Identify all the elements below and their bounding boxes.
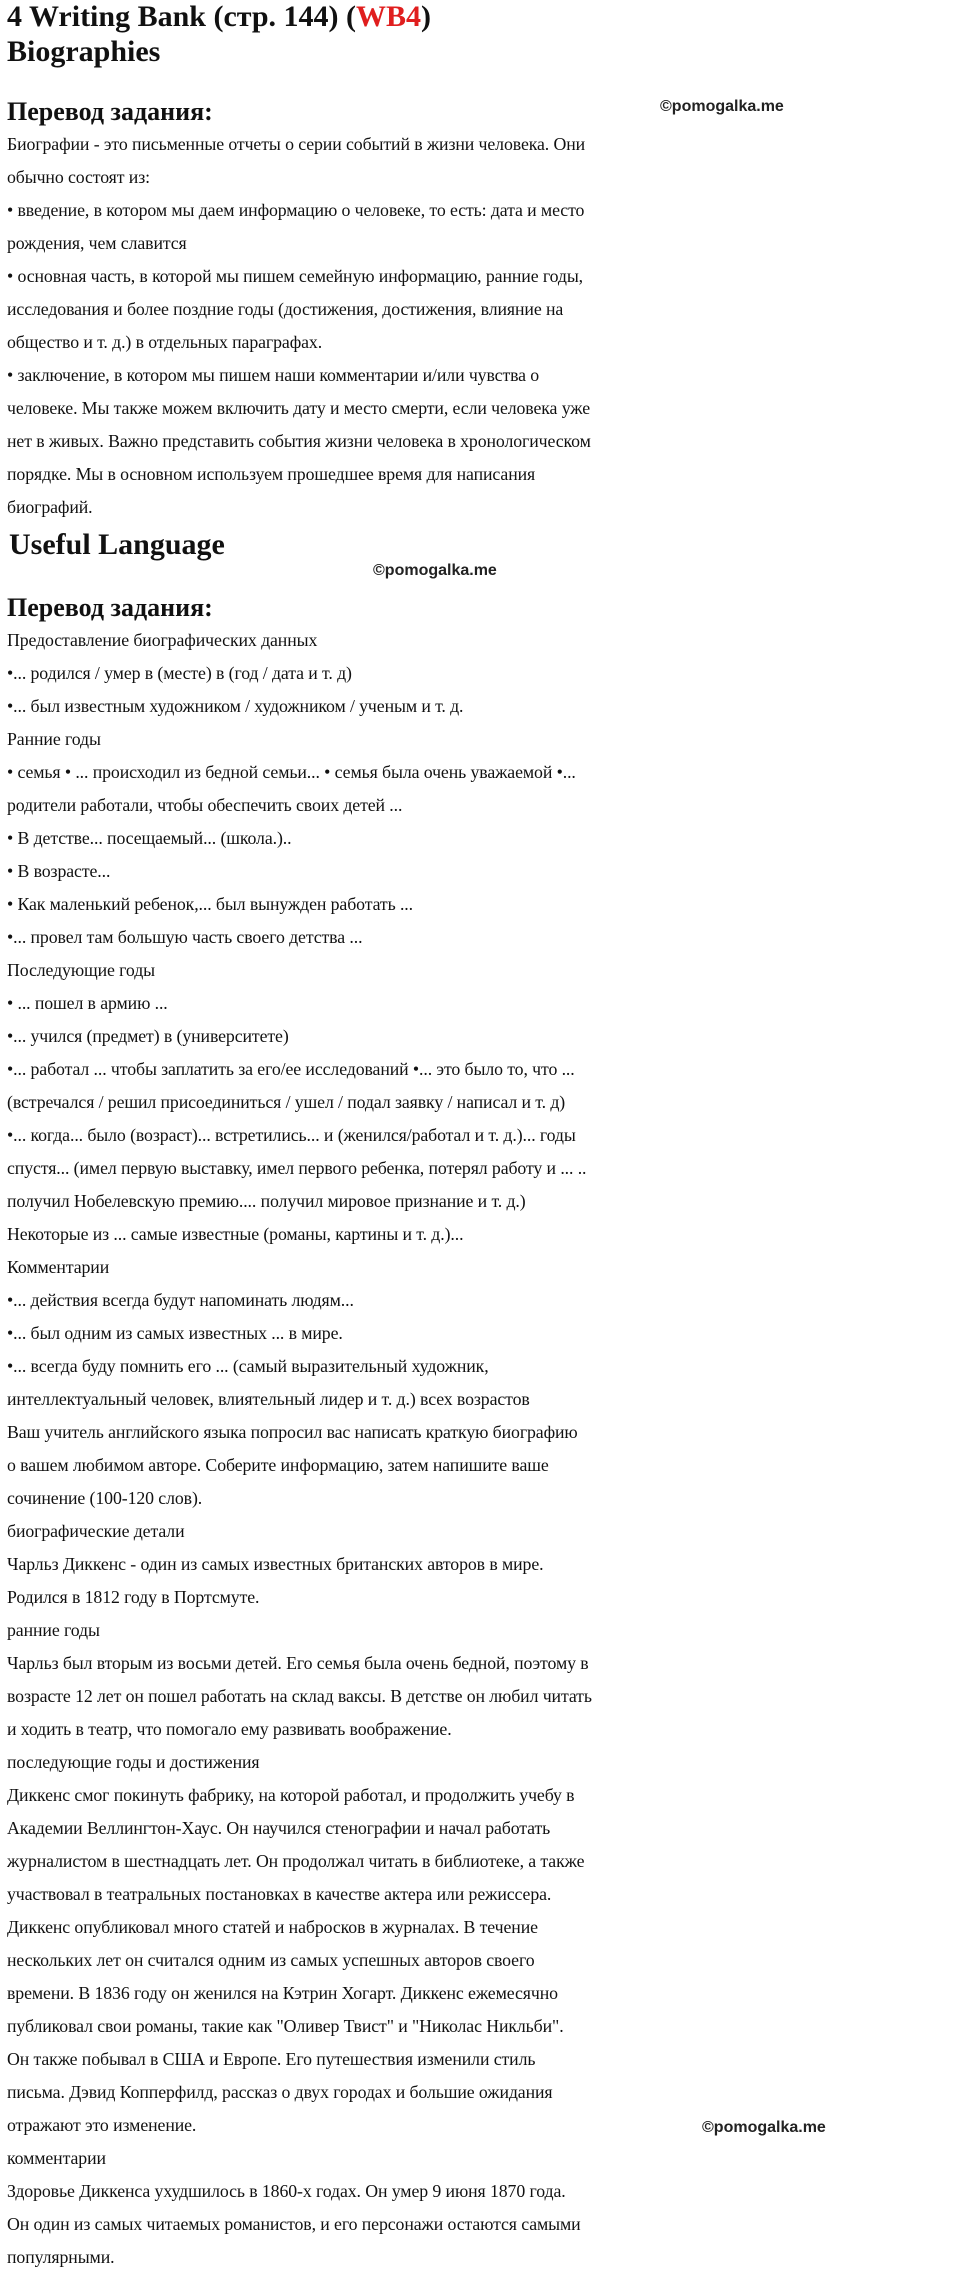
text-line: родители работали, чтобы обеспечить своих детей ... — [7, 795, 403, 815]
text-line: Последующие годы — [7, 960, 155, 980]
text-line: • введение, в котором мы даем информацию о человеке, то есть: дата и место — [7, 200, 585, 220]
section1-body — [7, 128, 954, 524]
spacer — [7, 70, 954, 96]
text-line: нет в живых. Важно представить события жизни человека в хронологическом — [7, 431, 591, 451]
text-line: Биографии - это письменные отчеты о серии событий в жизни человека. Они — [7, 134, 586, 154]
text-line: возрасте 12 лет он пошел работать на склад ваксы. В детстве он любил читать — [7, 1686, 592, 1706]
text-line: журналистом в шестнадцать лет. Он продолжал читать в библиотеке, а также — [7, 1851, 585, 1871]
section2-body — [7, 624, 954, 2274]
text-line: сочинение (100-120 слов). — [7, 1488, 203, 1508]
text-line: •... когда... было (возраст)... встретились... и (женился/работал и т. д.)... годы — [7, 1125, 576, 1145]
text-line: отражают это изменение. — [7, 2115, 197, 2135]
text-line: Некоторые из ... самые известные (романы, картины и т. д.)... — [7, 1224, 464, 1244]
text-line: •... провел там большую часть своего детства ... — [7, 927, 363, 947]
text-line: Он один из самых читаемых романистов, и его персонажи остаются самыми — [7, 2214, 581, 2234]
text-line: •... родился / умер в (месте) в (год / дата и т. д) — [7, 663, 352, 683]
useful-language-heading: Useful Language — [9, 528, 225, 561]
watermark-1: ©pomogalka.me — [660, 98, 784, 115]
text-line: • заключение, в котором мы пишем наши комментарии и/или чувства о — [7, 365, 540, 385]
title-suffix: ) — [421, 0, 432, 33]
section1-heading-text: Перевод задания: — [7, 97, 213, 126]
text-line: •... всегда буду помнить его ... (самый выразительный художник, — [7, 1356, 489, 1376]
text-line: интеллектуальный человек, влиятельный лидер и т. д.) всех возрастов — [7, 1389, 530, 1409]
text-line: нескольких лет он считался одним из самых успешных авторов своего — [7, 1950, 535, 1970]
text-line: •... был известным художником / художником / ученым и т. д. — [7, 696, 464, 716]
text-line: • В детстве... посещаемый... (школа.).. — [7, 828, 292, 848]
title-accent-code: WB4 — [356, 0, 422, 33]
text-line: • В возрасте... — [7, 861, 111, 881]
text-line: общество и т. д.) в отдельных параграфах. — [7, 332, 323, 352]
page-subtitle: Biographies — [7, 35, 161, 68]
text-line: участвовал в театральных постановках в качестве актера или режиссера. — [7, 1884, 552, 1904]
page-title — [7, 0, 954, 34]
text-line: Диккенс опубликовал много статей и набросков в журналах. В течение — [7, 1917, 538, 1937]
text-line: •... учился (предмет) в (университете) — [7, 1026, 289, 1046]
text-line: ранние годы — [7, 1620, 100, 1640]
watermark-2: ©pomogalka.me — [373, 562, 497, 579]
text-line: последующие годы и достижения — [7, 1752, 260, 1772]
text-line: Предоставление биографических данных — [7, 630, 318, 650]
text-line: •... действия всегда будут напоминать людям... — [7, 1290, 354, 1310]
text-line: популярными. — [7, 2247, 115, 2267]
watermark-row — [7, 562, 954, 592]
text-line: (встречался / решил присоединиться / ушел / подал заявку / написал и т. д) — [7, 1092, 566, 1112]
text-line: комментарии — [7, 2148, 106, 2168]
text-line: •... был одним из самых известных ... в мире. — [7, 1323, 343, 1343]
text-line: • семья • ... происходил из бедной семьи... • семья была очень уважаемой •... — [7, 762, 576, 782]
text-line: рождения, чем славится — [7, 233, 187, 253]
text-line: письма. Дэвид Копперфилд, рассказ о двух городах и большие ожидания — [7, 2082, 553, 2102]
watermark-3: ©pomogalka.me — [702, 2119, 826, 2136]
text-line: Родился в 1812 году в Портсмуте. — [7, 1587, 260, 1607]
text-line: получил Нобелевскую премию.... получил мировое признание и т. д.) — [7, 1191, 526, 1211]
title-prefix: 4 Writing Bank (стр. 144) ( — [7, 0, 357, 33]
section2-heading: Перевод задания: — [7, 593, 213, 622]
text-line: о вашем любимом авторе. Соберите информацию, затем напишите ваше — [7, 1455, 549, 1475]
text-line: •... работал ... чтобы заплатить за его/ее исследований •... это было то, что ... — [7, 1059, 575, 1079]
text-line: Здоровье Диккенса ухудшилось в 1860-х годах. Он умер 9 июня 1870 года. — [7, 2181, 566, 2201]
text-line: биографий. — [7, 497, 93, 517]
text-line: Чарльз был вторым из восьми детей. Его семья была очень бедной, поэтому в — [7, 1653, 589, 1673]
text-line: Он также побывал в США и Европе. Его путешествия изменили стиль — [7, 2049, 536, 2069]
text-line: человеке. Мы также можем включить дату и место смерти, если человека уже — [7, 398, 590, 418]
text-line: порядке. Мы в основном используем прошедшее время для написания — [7, 464, 536, 484]
text-line: • основная часть, в которой мы пишем семейную информацию, ранние годы, — [7, 266, 584, 286]
text-line: Диккенс смог покинуть фабрику, на которой работал, и продолжить учебу в — [7, 1785, 575, 1805]
text-line: Ранние годы — [7, 729, 101, 749]
text-line: Чарльз Диккенс - один из самых известных британских авторов в мире. — [7, 1554, 544, 1574]
text-line: биографические детали — [7, 1521, 185, 1541]
text-line: исследования и более поздние годы (достижения, достижения, влияние на — [7, 299, 564, 319]
text-line: обычно состоят из: — [7, 167, 150, 187]
text-line: Академии Веллингтон-Хаус. Он научился стенографии и начал работать — [7, 1818, 551, 1838]
text-line: Ваш учитель английского языка попросил вас написать краткую биографию — [7, 1422, 578, 1442]
text-line: • Как маленький ребенок,... был вынужден работать ... — [7, 894, 413, 914]
text-line: спустя... (имел первую выставку, имел первого ребенка, потерял работу и ... .. — [7, 1158, 587, 1178]
text-line: • ... пошел в армию ... — [7, 993, 168, 1013]
text-line: публиковал свои романы, такие как "Оливер Твист" и "Николас Никльби". — [7, 2016, 564, 2036]
section1-heading — [7, 96, 954, 128]
text-line: и ходить в театр, что помогало ему развивать воображение. — [7, 1719, 452, 1739]
text-line: времени. В 1836 году он женился на Кэтрин Хогарт. Диккенс ежемесячно — [7, 1983, 558, 2003]
text-line: Комментарии — [7, 1257, 110, 1277]
